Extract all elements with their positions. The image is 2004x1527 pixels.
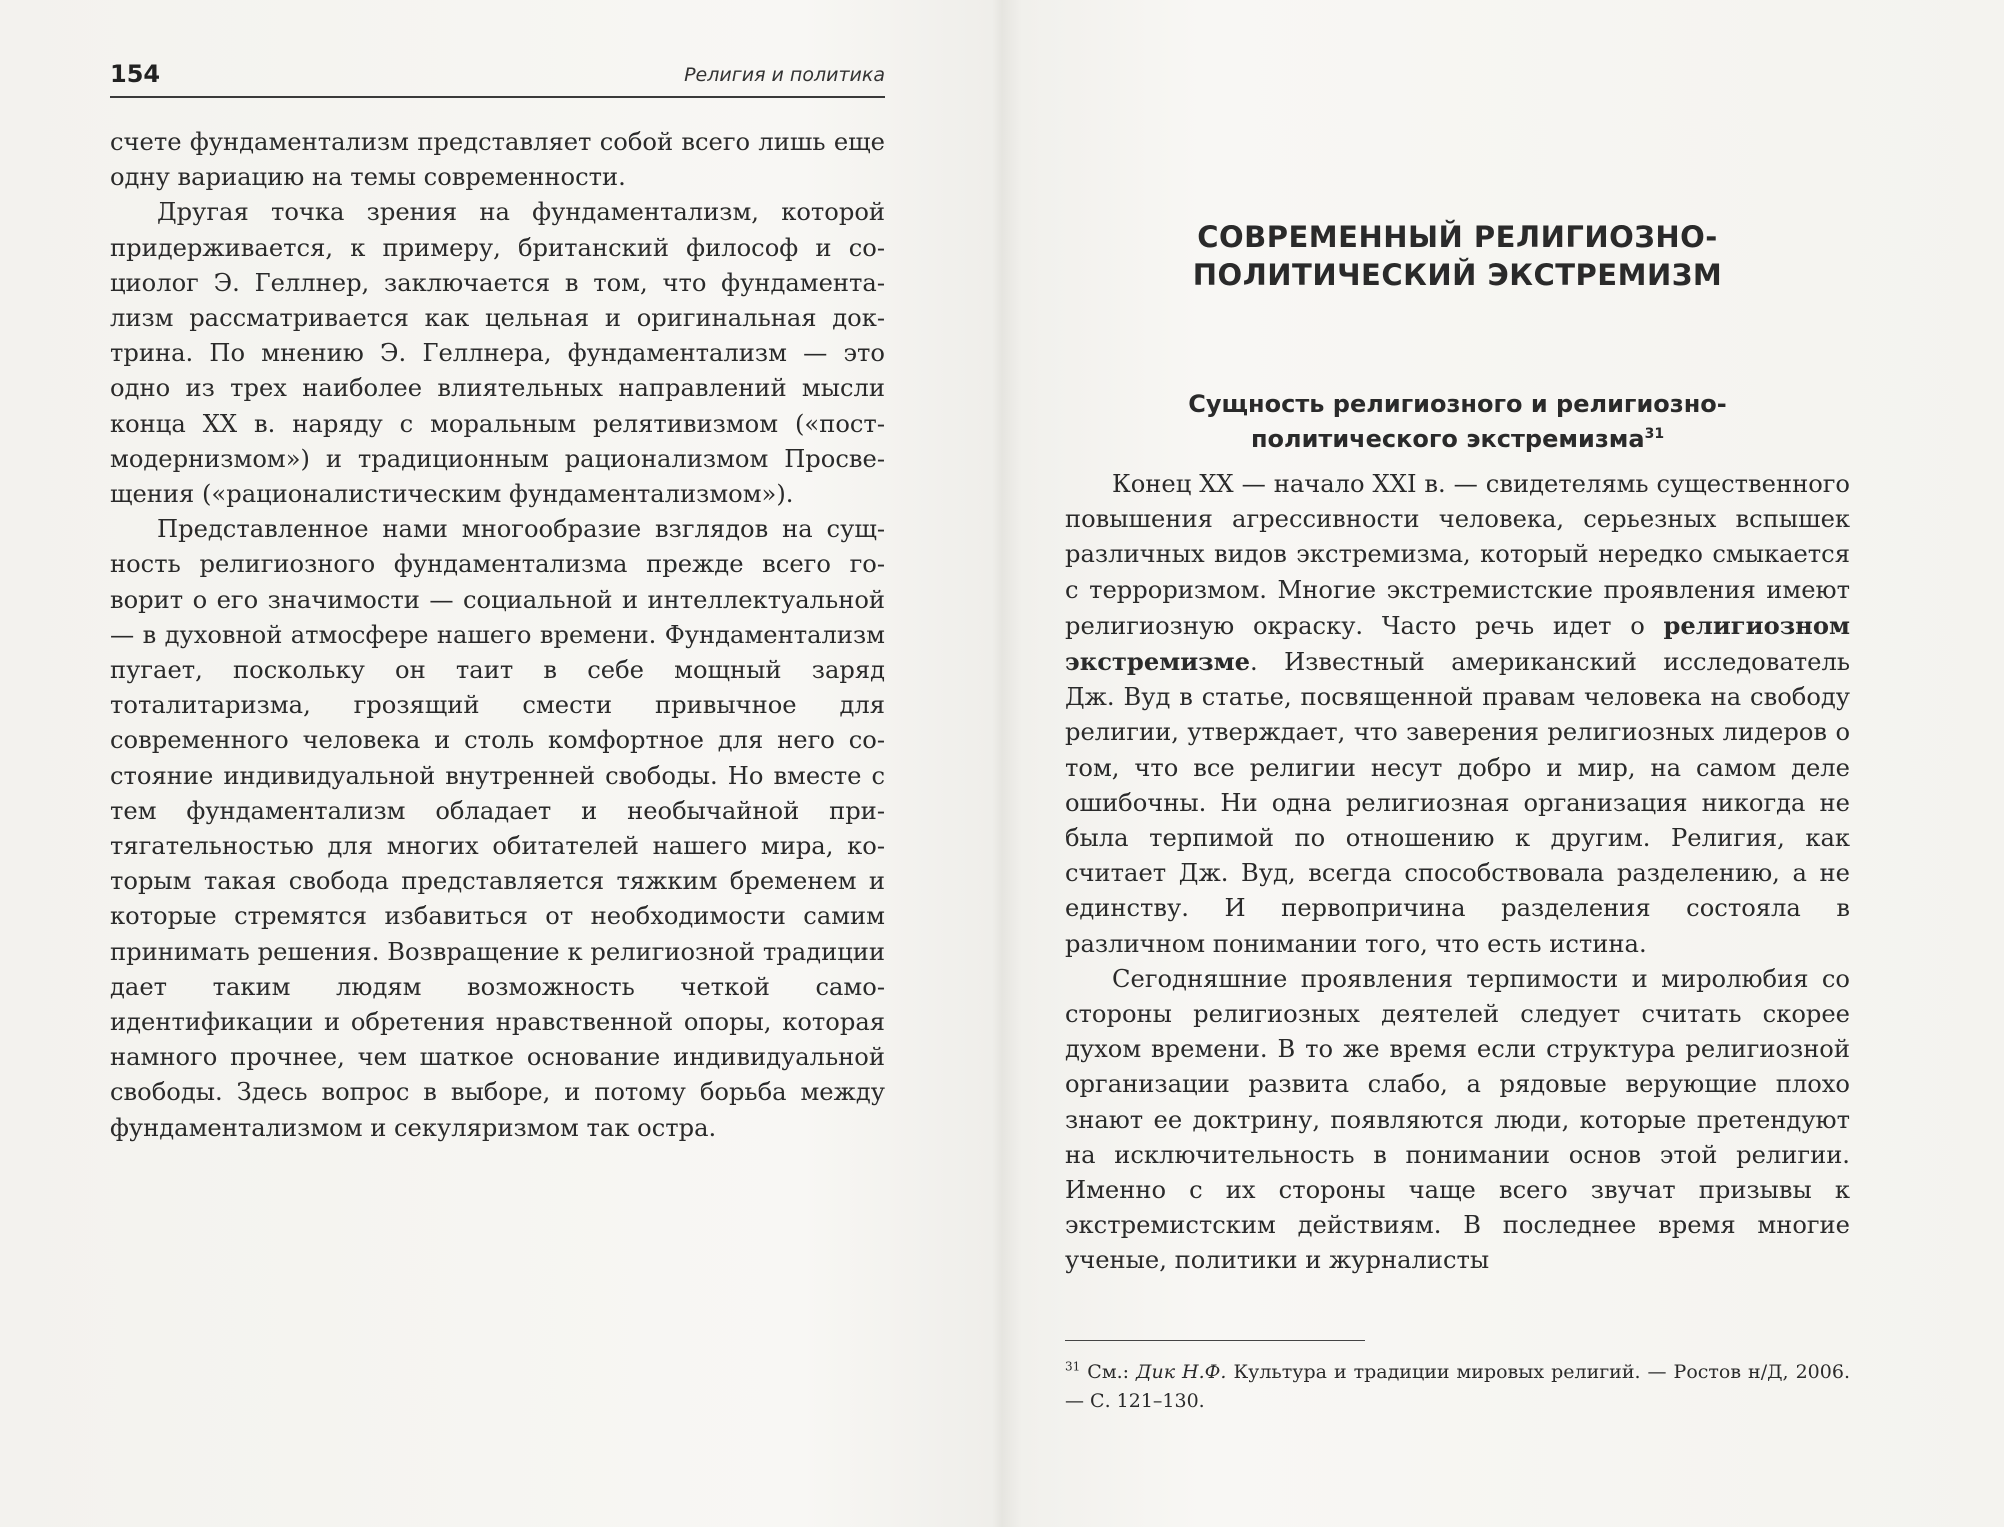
footnote-rule — [1065, 1340, 1365, 1341]
paragraph: Другая точка зрения на фундаментализм, которой придерживается, к примеру, британский философ и социолог Э. Геллнер, заключается в том, что фундаментализм рассматривается как цельная и оригинальная доктрина. По мнению Э. Геллнера, фундаментализм — это одно из трех наиболее влиятельных направлений мысли конца XX в. наряду с моральным релятивизмом («постмодернизмом») и традиционным рационализмом Просвещения («рационалистическим фундаментализмом»). — [110, 198, 885, 509]
running-head — [110, 56, 885, 98]
bold-term: религиозном экстремизме — [1065, 610, 1850, 677]
left-page — [110, 0, 885, 1527]
footnote-reference[interactable]: 31 — [1644, 426, 1665, 442]
chapter-title-line: ПОЛИТИЧЕСКИЙ ЭКСТРЕМИЗМ — [1192, 258, 1723, 292]
footnote-text: Культура и традиции мировых религий. — Ростов н/Д, 2006. — С. 121–130. — [1065, 1361, 1850, 1412]
paragraph: Сегодняшние проявления терпимости и миролюбия со стороны религиозных деятелей следует считать скорее духом времени. В то же время если структура религиозной организации развита слабо, а рядовые верующие плохо знают ее доктрину, появляются люди, которые претендуют на исключительность в понимании основ этой религии. Именно с их стороны чаще всего звучат призывы к экстремистским действиям. В последнее время многие ученые, политики и журналисты — [1065, 964, 1850, 1275]
paragraph-text: Конец XX — начало XXI в. — свидетелямь существенного повышения агрессивности человека, серьезных вспышек различных видов экстремизма, который нередко смыкается с терроризмом. Многие экстремистские проявления имеют религиозную окраску. Часто речь идет о — [1065, 470, 1850, 640]
footnote-mark: 31 — [1065, 1359, 1081, 1374]
section-title-line — [1065, 422, 1850, 457]
chapter-title-line: СОВРЕМЕННЫЙ РЕЛИГИОЗНО- — [1197, 220, 1718, 254]
paragraph: счете фундаментализм представляет собой всего лишь еще одну вариацию на темы современности. — [110, 128, 885, 192]
right-body — [1065, 467, 1850, 1279]
section-title-line: Сущность религиозного и религиозно- — [1188, 390, 1727, 418]
paragraph: Представленное нами многообразие взглядов на сущность религиозного фундаментализма прежде всего говорит о его значимости — социальной и интеллектуальной — в духовной атмосфере нашего времени. Фундаментализм пугает, поскольку он таит в себе мощный заряд тоталитаризма, грозящий смести привычное для современного человека и столь комфортное для него состояние индивидуальной внутренней свободы. Но вместе с тем фундаментализм обладает и необычайной притягательностью для многих обитателей нашего мира, которым такая свобода представляется тяжким бременем и которые стремятся избавиться от необходимости самим принимать решения. Возвращение к религиозной традиции дает таким людям возможность четкой самоидентификации и обретения нравственной опоры, которая намного прочнее, чем шаткое основание индивидуальной свободы. Здесь вопрос в выборе, и потому борьба между фундаментализмом и секуляризмом так остра. — [110, 515, 885, 1142]
page-number: 154 — [110, 60, 161, 88]
paragraph — [1065, 467, 1850, 962]
footnote-author: Дик Н.Ф. — [1136, 1361, 1227, 1383]
section-title-text: политического экстремизма — [1250, 425, 1645, 453]
chapter-title — [1065, 218, 1850, 294]
right-page — [1065, 0, 1850, 1527]
paragraph-text: . Известный американский исследователь Дж. Вуд в статье, посвященной правам человека на свободу религии, утверждает, что заверения религиозных лидеров о том, что все религии несут добро и мир, на самом деле ошибочны. Ни одна религиозная организация никогда не была терпимой по отношению к другим. Религия, как считает Дж. Вуд, всегда способствовала разделению, а не единству. И первопричина разделения состояла в различном понимании того, что есть истина. — [1065, 648, 1850, 958]
footnote — [1065, 1358, 1850, 1416]
section-title — [1065, 387, 1850, 457]
running-title: Религия и политика — [684, 64, 885, 86]
footnote-prefix: См.: — [1080, 1361, 1137, 1383]
left-body — [110, 125, 885, 1146]
